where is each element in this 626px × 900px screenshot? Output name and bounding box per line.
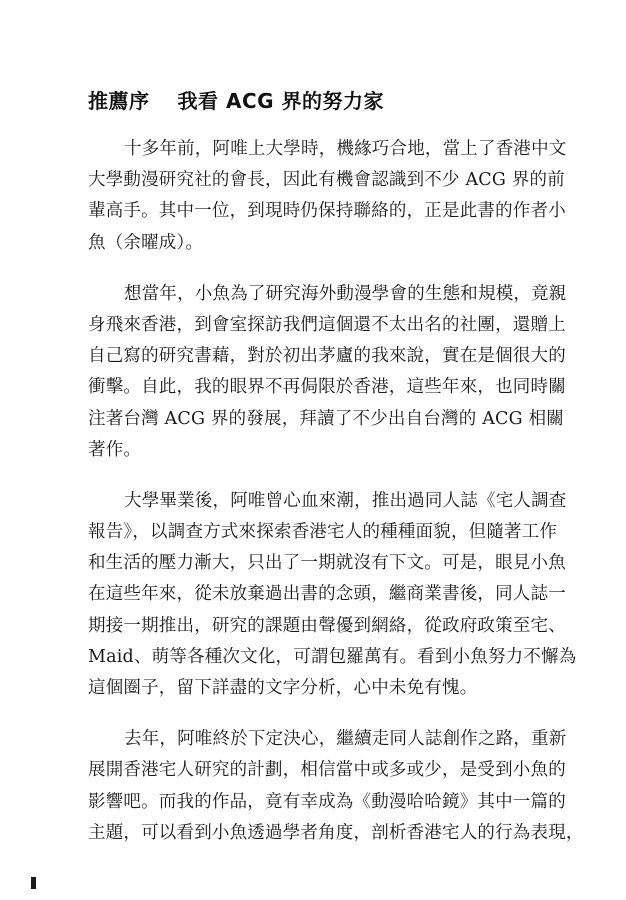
paragraph (88, 134, 576, 259)
paragraph-line: 輩高手。其中一位，到現時仍保持聯絡的，正是此書的作者小 (88, 201, 566, 222)
paragraph-line: 主題，可以看到小魚透過學者角度，剖析香港宅人的行為表現， (88, 822, 584, 843)
paragraph-line: 注著台灣 ACG 界的發展，拜讀了不少出自台灣的 ACG 相關 (88, 408, 564, 429)
paragraph (88, 279, 576, 466)
title-label: 推薦序 (88, 89, 150, 113)
paragraph-line: 這個圈子，留下詳盡的文字分析，心中未免有愧。 (88, 678, 478, 698)
document-page (88, 86, 584, 869)
paragraph-line: 展開香港宅人研究的計劃，相信當中或多或少，是受到小魚的 (88, 760, 566, 781)
paragraph-line: 大學畢業後，阿唯曾心血來潮，推出過同人誌《宅人調查 (124, 490, 567, 511)
page-edge-mark (31, 877, 36, 889)
title-text: 我看 ACG 界的努力家 (177, 89, 384, 113)
paragraph-line: 在這些年來，從未放棄過出書的念頭，繼商業書後，同人誌一 (88, 584, 566, 605)
paragraph-line: 大學動漫研究社的會長，因此有機會認識到不少 ACG 界的前 (88, 170, 565, 191)
paragraph-line: 自己寫的研究書藉，對於初出茅廬的我來說，實在是個很大的 (88, 346, 566, 367)
paragraph-line: Maid、萌等各種次文化，可謂包羅萬有。看到小魚努力不懈為 (88, 646, 577, 667)
paragraph-line: 衝擊。自此，我的眼界不再侷限於香港，這些年來，也同時關 (88, 377, 566, 398)
paragraph-line: 報告》，以調查方式來探索香港宅人的種種面貌，但隨著工作 (88, 522, 558, 543)
paragraph-line: 魚（余曜成）。 (88, 232, 204, 253)
paragraph-line: 和生活的壓力漸大，只出了一期就沒有下文。可是，眼見小魚 (88, 553, 566, 574)
paragraph-line: 十多年前，阿唯上大學時，機緣巧合地，當上了香港中文 (124, 139, 567, 159)
paragraph (88, 486, 576, 704)
paragraph-line: 著作。 (88, 439, 142, 460)
paragraph-line: 想當年，小魚為了研究海外動漫學會的生態和規模，竟親 (124, 283, 567, 304)
paragraph-line: 去年，阿唯終於下定決心，繼續走同人誌創作之路，重新 (124, 729, 567, 750)
paragraph-line: 影響吧。而我的作品，竟有幸成為《動漫哈哈鏡》其中一篇的 (88, 791, 566, 812)
body-text (88, 134, 584, 849)
paragraph-line: 身飛來香港，到會室探訪我們這個還不太出名的社團，還贈上 (88, 314, 566, 335)
paragraph-line: 期接一期推出，研究的課題由聲優到網絡，從政府政策至宅、 (88, 615, 566, 636)
paragraph (88, 724, 584, 849)
page-title (88, 86, 576, 116)
